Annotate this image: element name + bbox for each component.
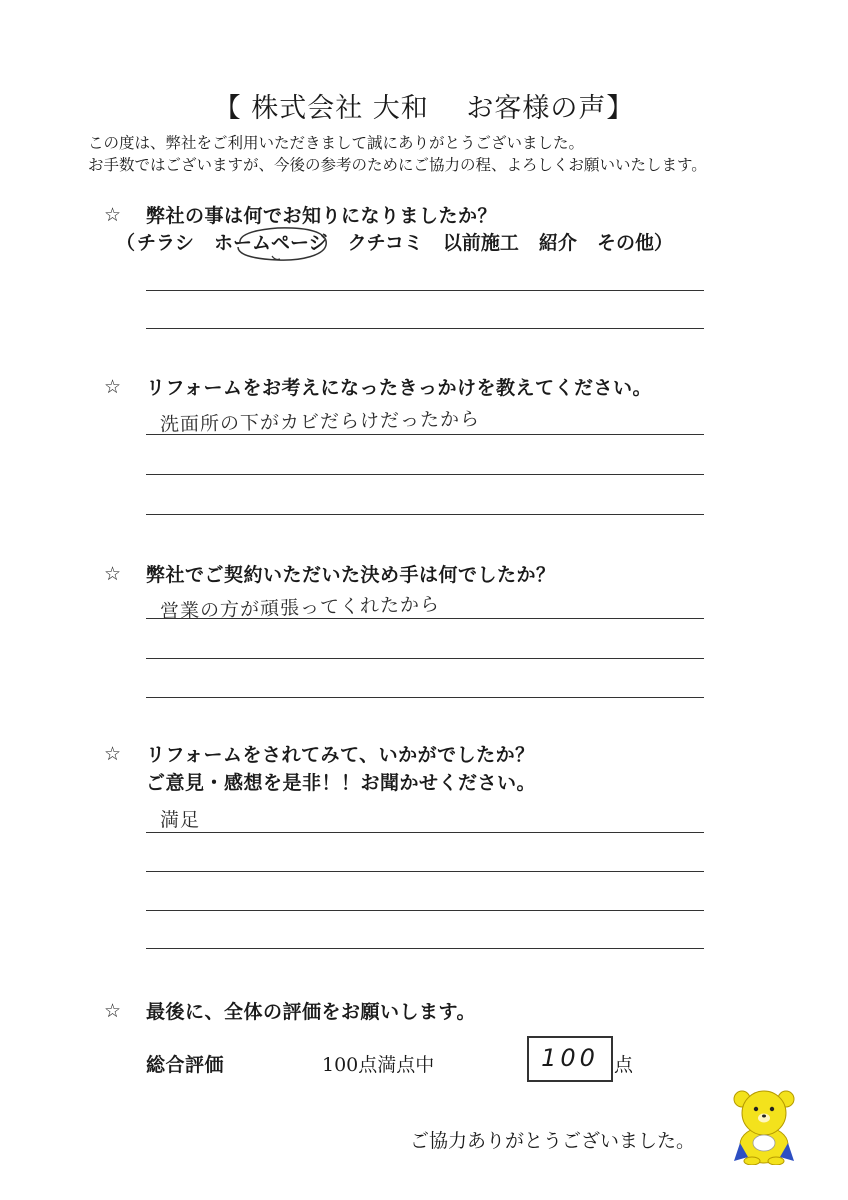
intro-line-2: お手数ではございますが、今後の参考のためにご協力の程、よろしくお願いいたします。 [88,156,707,174]
handwritten-answer-4: 満足 [160,809,201,831]
handwritten-answer-3: 営業の方が頑張ってくれたから [159,593,441,623]
handwritten-answer-2: 洗面所の下がカビだらけだったから [159,408,481,436]
question-5: 最後に、全体の評価をお願いします。 [146,1001,476,1023]
answer-line [146,328,704,329]
question-1: 弊社の事は何でお知りになりましたか？ [146,205,498,227]
question-4-line-2: ご意見・感想を是非！！お聞かせください。 [146,772,537,794]
answer-line [146,434,704,435]
question-2: リフォームをお考えになったきっかけを教えてください。 [146,377,653,399]
answer-line [146,474,704,475]
close-paren: ） [653,232,673,254]
score-value: 100 [541,1044,599,1072]
q1-options [116,228,693,255]
answer-line [146,290,704,291]
answer-line [146,948,704,949]
star-icon: ☆ [104,563,122,585]
thanks-message: ご協力ありがとうございました。 [410,1130,696,1152]
overall-rating-label: 総合評価 [146,1054,225,1076]
answer-line [146,832,704,833]
option-word-of-mouth: クチコミ [347,232,423,254]
score-box [527,1036,613,1082]
option-referral: 紹介 [538,232,577,254]
answer-line [146,658,704,659]
answer-line [146,697,704,698]
option-previous-work: 以前施工 [442,232,519,254]
score-unit: 点 [614,1054,634,1076]
answer-line [146,618,704,619]
option-other: その他 [596,232,654,254]
page-title: 【 株式会社 大和 お客様の声】 [213,93,635,124]
answer-line [146,514,704,515]
bear-mascot-icon [728,1085,800,1165]
selection-circle [232,225,330,265]
star-icon: ☆ [104,376,122,398]
option-homepage: ホームページ [214,232,328,254]
star-icon: ☆ [104,204,122,226]
rating-scale: 100点満点中 [322,1054,435,1076]
question-4-line-1: リフォームをされてみて、いかがでしたか？ [146,744,535,766]
option-flyer: チラシ [137,232,195,254]
star-icon: ☆ [104,743,122,765]
intro-line-1: この度は、弊社をご利用いただきまして誠にありがとうございました。 [88,134,585,152]
answer-line [146,871,704,872]
question-3: 弊社でご契約いただいた決め手は何でしたか？ [146,564,556,586]
open-paren: （ [116,232,136,254]
star-icon: ☆ [104,1000,122,1022]
answer-line [146,910,704,911]
